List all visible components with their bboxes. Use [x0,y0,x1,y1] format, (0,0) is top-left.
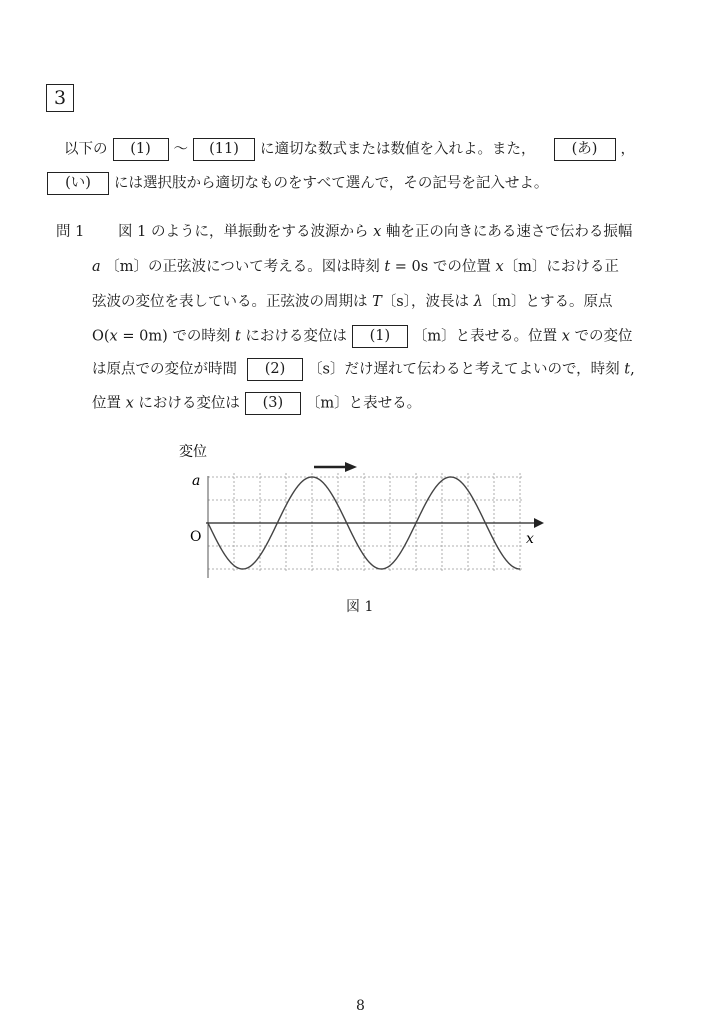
x-axis-arrowhead [534,518,544,528]
math-var: a [92,259,101,275]
math-var: λ [473,294,483,310]
text: = 0s での位置 [394,259,491,275]
answer-box-1: (1) [352,325,408,348]
text: における変位は [245,328,347,345]
problem-line-5 [92,358,635,381]
intro-text: には選択肢から適切なものをすべて選んで，その記号を記入せよ。 [114,175,549,192]
x-axis-label: x [526,531,534,547]
question-number: 3 [46,84,74,112]
text: 図 1 のように，単振動をする波源から [118,224,369,240]
problem-line-4 [92,325,633,348]
text: 軸を正の向きにある速さで伝わる振幅 [385,224,633,240]
text: 〔s〕だけ遅れて伝わると考えてよいので，時刻 [308,361,620,378]
math-var: t [234,328,241,345]
intro-text: 以下の [64,141,108,158]
text: 〔m〕における正 [503,259,619,275]
text: での変位 [574,328,633,345]
text: は原点での変位が時間 [92,361,237,378]
math-var: x [109,328,118,345]
intro-text: に適切な数式または数値を入れよ。また， [260,141,536,158]
math-var: x [495,259,504,275]
problem-line-1 [118,222,632,242]
direction-arrowhead [345,462,357,472]
problem-label: 問 1 [56,224,85,240]
text: = 0m) での時刻 [122,328,231,345]
answer-box-3: (3) [245,392,301,415]
math-var: x [561,328,570,345]
answer-box-a: (あ) [554,138,616,161]
math-var: x [373,224,382,240]
text: 〔m〕の正弦波について考える。図は時刻 [105,259,380,275]
intro-text: ， [620,141,635,158]
figure-caption: 図 1 [346,599,374,615]
wave-figure [176,436,556,586]
problem-line-6 [92,392,421,415]
page-number: 8 [356,998,365,1014]
text: O( [92,328,110,345]
answer-box-11: (11) [193,138,255,161]
text: 弦波の変位を表している。正弦波の周期は [92,294,368,310]
intro-line-1 [64,138,635,161]
intro-line-2 [42,172,548,195]
y-axis-label: 変位 [179,444,207,460]
problem-line-3 [92,292,613,312]
math-var: t [624,361,631,378]
text: 位置 [92,395,121,412]
answer-box-1: (1) [113,138,169,161]
answer-box-2: (2) [247,358,303,381]
math-var: x [125,395,134,412]
text: 〔m〕とする。原点 [482,294,613,310]
tilde: 〜 [173,141,188,158]
text: 〔s〕，波長は [381,294,469,310]
origin-label: O [190,529,202,545]
problem-line-2 [92,257,619,277]
text: 〔m〕と表せる。 [305,395,422,412]
answer-box-i: (い) [47,172,109,195]
math-var: T [372,294,382,310]
amplitude-label: a [192,473,201,489]
math-var: t [384,259,391,275]
text: , [630,361,635,378]
text: における変位は [138,395,240,412]
text: 〔m〕と表せる。位置 [412,328,558,345]
